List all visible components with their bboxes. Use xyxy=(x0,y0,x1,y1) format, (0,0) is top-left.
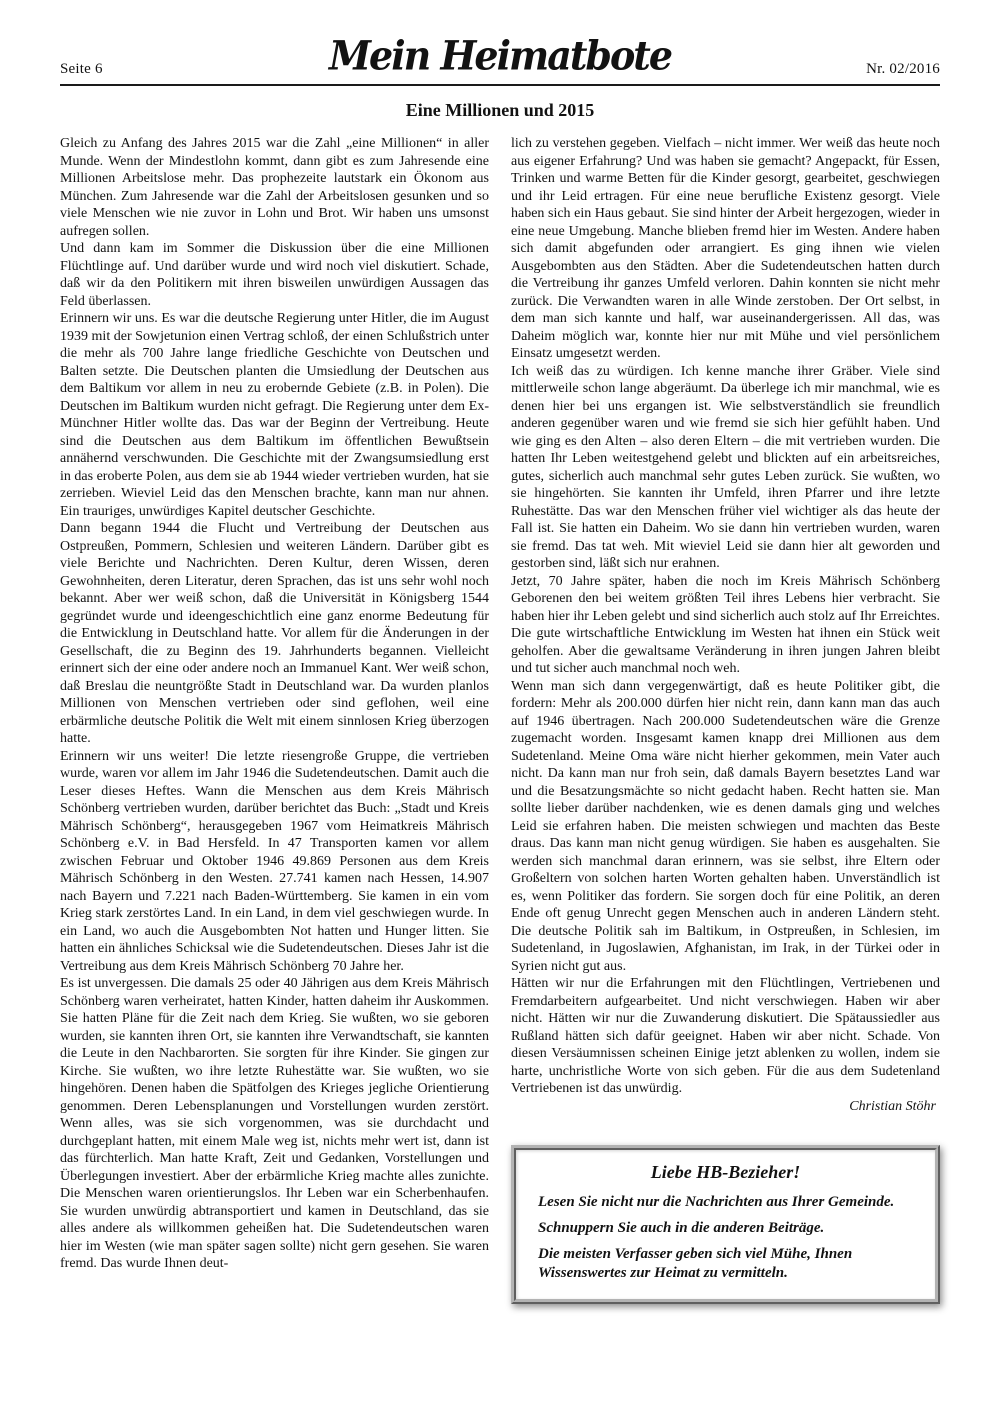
left-column xyxy=(60,135,489,1304)
body-paragraph: lich zu verstehen gegeben. Vielfach – nicht immer. Wer weiß das heute noch aus eigener Erfahrung? Und was haben sie gemacht? Angepackt, für Essen, Trinken und warme Betten für die Kinder gesorgt, gearbeitet, geschwiegen und ihr Leid ertragen. Für eine neue berufliche Existenz gesorgt. Viele haben sich ein Haus gebaut. Sie sind hinter der Arbeit hergezogen, wieder in eine neue Umgebung. Manche blieben fremd hier im Westen. Andere haben sich damit abgefunden oder arrangiert. Es ging ihnen wie vielen Ausgebombten aus den Städten. Aber die Sudetendeutschen hatten durch die Vertreibung ihr ganzes Umfeld verloren. Dahin konnten sie nicht mehr zurück. Die Verwandten waren in alle Winde zerstoben. Der Ort selbst, in dem man sich kannte und half, war auseinandergerissen. All das, was Daheim möglich war, konnte hier nur mit Mühe und viel persönlichem Einsatz umgesetzt werden. xyxy=(511,136,940,361)
masthead-logo: Mein Heimatbote xyxy=(328,31,672,80)
notice-box-lines xyxy=(538,1193,913,1283)
notice-box xyxy=(511,1145,940,1304)
body-paragraph: Dann begann 1944 die Flucht und Vertreibung der Deutschen aus Ostpreußen, Pommern, Schlesien und weiteren Ländern. Darüber gibt es viele Berichte und Nachrichten. Deren Kultur, deren Wissen, deren Gewohnheiten, deren Literatur, deren Sprachen, das ist uns sehr wohl noch bekannt. Aber wer weiß schon, daß die Universität in Königsberg 1544 gegründet wurde und ideengeschichtlich eine ganz enorme Bedeutung für die Entwicklung in Deutschland hatte. Vor allem für die Änderungen in der Gesellschaft, die zu Beginn des 19. Jahrhunderts begannen. Vielleicht erinnert sich der eine oder andere noch an Immanuel Kant. Wer weiß schon, daß Breslau die neuntgrößte Stadt in Deutschland war. Da wurden planlos Millionen von Menschen vertrieben oder sind geflohen, weil eine erbärmliche deutsche Politik die Welt mit einem sinnlosen Krieg überzogen hatte. xyxy=(60,521,489,746)
right-column xyxy=(511,135,940,1304)
body-paragraph: Erinnern wir uns. Es war die deutsche Regierung unter Hitler, die im August 1939 mit der Sowjetunion einen Vertrag schloß, der einen Schlußstrich unter die mehr als 700 Jahre lange friedliche Geschichte von Deutschen und Balten setzte. Die Deutschen planten die Umsiedlung der Deutschen aus dem Baltikum vor allem in neu zu erobernde Gebiete (z.B. in Polen). Die Deutschen im Baltikum wurden nicht gefragt. Die Regierung unter dem Ex-Münchner Hitler wollte das. Das war der Beginn der Vertreibung. Heute sind die Deutschen aus dem Baltikum im öffentlichen Bewußtsein annähernd verschwunden. Die Geschichte mit der Zwangsumsiedlung erst in das eroberte Polen, aus dem sie ab 1944 wieder vertrieben wurden, hat sie zerrieben. Wieviel Leid das den Menschen brachte, kann man nur ahnen. Ein trauriges, unwürdiges Kapitel deutscher Geschichte. xyxy=(60,311,489,519)
notice-line: Lesen Sie nicht nur die Nachrichten aus Ihrer Gemeinde. xyxy=(538,1194,895,1210)
body-paragraph: Gleich zu Anfang des Jahres 2015 war die Zahl „eine Millionen“ in aller Munde. Wenn der Mindestlohn kommt, dann gibt es zum Jahresende eine Millionen Arbeitslose mehr. Das prophezeite lautstark ein Ökonom aus München. Zum Jahresende war die Zahl der Arbeitslosen gesunken und so viele Menschen wie nie zuvor in Lohn und Brot. Wir haben uns umsonst aufregen sollen. xyxy=(60,136,489,239)
notice-box-title: Liebe HB-Bezieher! xyxy=(650,1162,801,1182)
right-column-text xyxy=(511,135,940,1098)
notice-line: Schnuppern Sie auch in die anderen Beiträge. xyxy=(538,1220,825,1236)
body-paragraph: Ich weiß das zu würdigen. Ich kenne manche ihrer Gräber. Viele sind mittlerweile schon lange abgeräumt. Da überlege ich mir manchmal, wie es denen hier bei uns ergangen ist. Wie selbstverständlich sie freundlich anderen gegenüber waren und wie fremd sie sich hier gefühlt haben. Und wie ging es den Alten – also deren Eltern – die mit vertrieben wurden. Die hatten Ihr Leben weitestgehend gelebt und blickten auf ein arbeitsreiches, gutes, sicherlich auch manchmal sehr gutes Leben zurück. Sie wußten, wo sie hingehörten. Sie kannten ihr Umfeld, ihren Pfarrer und ihre letzte Ruhestätte. Das war den Menschen früher viel wichtiger als das heute der Fall ist. Sie hatten ein Daheim. Wo sie dann hin vertrieben wurden, waren sie fremd. Das tat weh. Mit wieviel Leid sie dann hier alt geworden und gestorben sind, läßt sich nur erahnen. xyxy=(511,363,940,571)
body-paragraph: Und dann kam im Sommer die Diskussion über die eine Millionen Flüchtlinge auf. Und darüber wurde und wird noch viel diskutiert. Schade, daß wir da den Politikern mit ihren bisweilen unwürdigen Aussagen das Feld überlassen. xyxy=(60,241,489,309)
body-paragraph: Jetzt, 70 Jahre später, haben die noch im Kreis Mährisch Schönberg Geborenen den bei weitem größten Teil ihres Lebens hier verbracht. Sie haben hier ihr Leben gelebt und sind sicherlich auch stolz auf Ihr Erreichtes. Die gute wirtschaftliche Entwicklung im Westen hat ihnen ein Stück weit geholfen. Aber die gewaltsame Veränderung in ihren jungen Jahren bleibt und tut sicher auch manchmal noch weh. xyxy=(511,573,940,676)
notice-line: Die meisten Verfasser geben sich viel Mühe, Ihnen Wissenswertes zur Heimat zu vermitteln. xyxy=(538,1246,853,1281)
body-paragraph: Es ist unvergessen. Die damals 25 oder 40 Jährigen aus dem Kreis Mährisch Schönberg waren verheiratet, hatten Kinder, hatten daheim ihr Auskommen. Sie hatten Pläne für die Zeit nach dem Krieg. Sie wußten, wo sie geboren wurden, sie kannten ihren Ort, sie kannten ihre Verwandtschaft, sie kannten die Leute in den Nachbarorten. Sie sorgten für ihre Kinder. Sie gingen zur Kirche. Sie wußten, wo ihre letzte Ruhestätte war. Sie wußten, wo sie hingehören. Denen haben die Spätfolgen des Krieges jegliche Orientierung genommen. Deren Lebensplanungen und Vorstellungen wurden zerstört. Wenn alles, was sie sich vorgenommen, was sie durchdacht und durchgeplant hatten, mit einem Male weg ist, nichts mehr wert ist, dann ist das fürchterlich. Man hatte Kraft, Zeit und Gedanken, Vorstellungen und Überlegungen investiert. Aber der erbärmliche Krieg machte alles zunichte. Die Menschen waren orientierungslos. Ihr Leben war ein Scherbenhaufen. Sie wurden unwürdig abtransportiert und kamen in Deutschland, das sie alles andere als willkommen geheißen hat. Die Sudetendeutschen waren hier im Westen (wie man später sagen sollte) nicht gern gesehen. Sie waren fremd. Das wurde Ihnen deut- xyxy=(60,976,489,1271)
page-number: Seite 6 xyxy=(60,61,103,77)
article-body xyxy=(60,135,940,1304)
header-divider xyxy=(60,84,940,86)
body-paragraph: Wenn man sich dann vergegenwärtigt, daß es heute Politiker gibt, die fordern: Mehr als 200.000 dürfen hier nicht rein, dann kann man das auch auf 1946 übertragen. Nach 200.000 Sudetendeutschen wäre die Grenze zugemacht worden. Insgesamt kamen knapp drei Millionen aus dem Sudetenland. Meine Oma wäre nicht hierher gekommen, mein Vater auch nicht. Da kann man nur froh sein, daß damals Bayern besetztes Land war und die Besatzungsmächte so nicht gedacht haben. Recht hatten sie. Man sollte lieber darüber nachdenken, wie es denen damals ging und welches Leid sie erfahren haben. Die meisten schwiegen und machten das Beste draus. Das kann man nicht genug würdigen. Sie haben es ausgehalten. Sie werden sich manchmal daran erinnern, was sie selbst, ihre Eltern oder Großeltern von solchen harten Worten gehalten haben. Unverständlich ist es, wenn Politiker das fordern. Sie sorgen doch für eine Politik, an deren Ende oft genug Unrecht gegen Menschen auch in anderen Ländern steht. Die deutsche Politik sah im Baltikum, in Ostpreußen, in Schlesien, im Sudetenland, in Jugoslawien, Afghanistan, im Irak, in der Türkei oder in Syrien nicht gut aus. xyxy=(511,678,940,974)
body-paragraph: Erinnern wir uns weiter! Die letzte riesengroße Gruppe, die vertrieben wurde, waren vor allem im Jahr 1946 die Sudetendeutschen. Damit auch die Leser dieses Heftes. Wann die Menschen aus dem Kreis Mährisch Schönberg vertrieben wurden, darüber berichtet das Buch: „Stadt und Kreis Mährisch Schönberg“, herausgegeben 1967 vom Heimatkreis Mährisch Schönberg e.V. in Bad Hersfeld. In 47 Transporten kamen vor allem zwischen Februar und Oktober 1946 49.869 Personen aus dem Kreis Mährisch Schönberg in den Westen. 27.741 kamen nach Hessen, 14.907 nach Bayern und 7.221 nach Baden-Württemberg. Sie kamen in ein vom Krieg stark zerstörtes Land. In ein Land, in dem viel geschwiegen wurde. In ein Land, wo auch die Ausgebombten Not hatten und Hunger litten. Sie hatten ein ähnliches Schicksal wie die Sudetendeutschen. Dieses Jahr ist die Vertreibung aus dem Kreis Mährisch Schönberg 70 Jahre her. xyxy=(60,748,489,974)
body-paragraph: Hätten wir nur die Erfahrungen mit den Flüchtlingen, Vertriebenen und Fremdarbeitern aufgearbeitet. Und nicht verschwiegen. Haben wir aber nicht. Hätten wir nur die Zuwanderung diskutiert. Die Spätaussiedler aus Rußland hätten sich dafür geeignet. Haben wir aber nicht. Schade. Von diesen Versäumnissen scheinen Einige jetzt ablenken zu wollen, indem sie harte, unchristliche Worte von sich geben. Für die aus dem Sudetenland Vertriebenen ist das unwürdig. xyxy=(511,976,940,1096)
page-header xyxy=(60,31,940,80)
article-title: Eine Millionen und 2015 xyxy=(405,100,595,120)
author-signature: Christian Stöhr xyxy=(849,1098,936,1114)
issue-number: Nr. 02/2016 xyxy=(866,61,940,77)
